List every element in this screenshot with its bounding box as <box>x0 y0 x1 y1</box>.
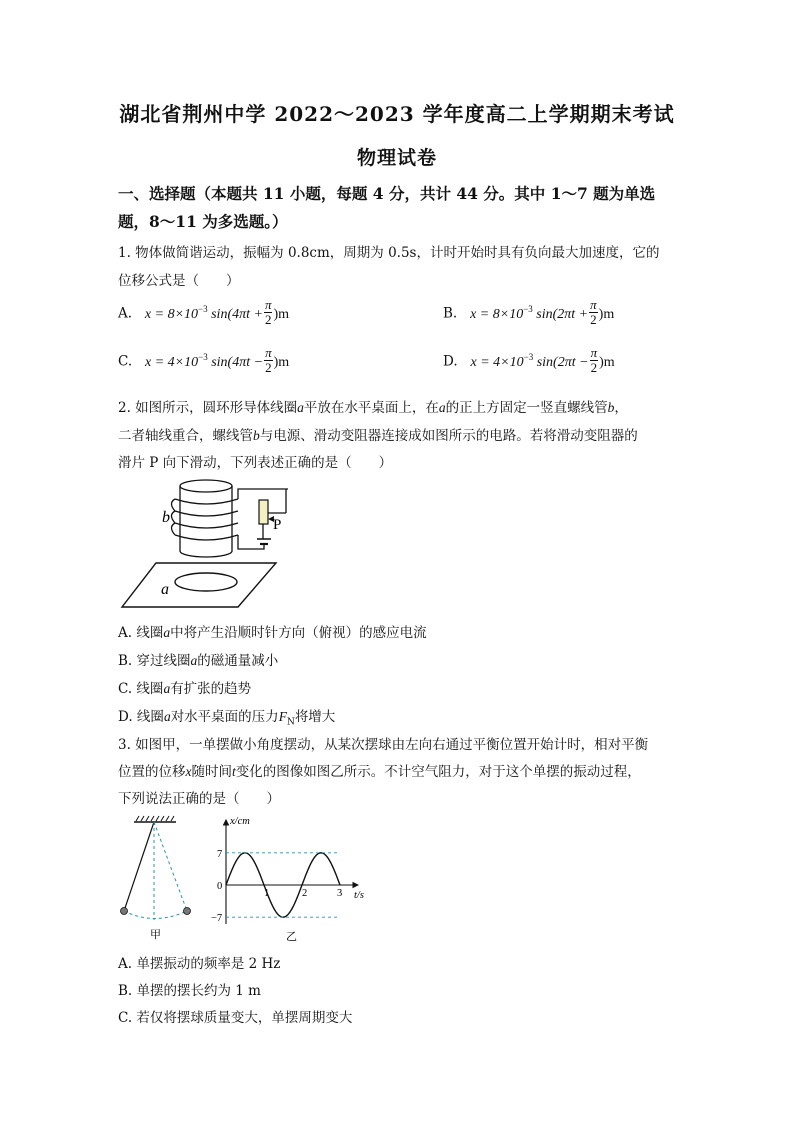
label-a: a <box>161 581 169 598</box>
q1-stem-line1: 1. 物体做简谐运动，振幅为 0.8cm，周期为 0.5s，计时开始时具有负向最大加速度，它的 <box>118 245 660 261</box>
q3-option-c[interactable]: C. 若仅将摆球质量变大，单摆周期变大 <box>118 1010 353 1026</box>
q2-stem-line1: 2. 如图所示，圆环形导体线圈a平放在水平桌面上，在a的正上方固定一竖直螺线管b， <box>118 400 628 416</box>
y-axis-label: x/cm <box>230 816 250 827</box>
q1-option-b[interactable]: B. $x = 8\times 10^{-3}$ sin(2πt + $\frac{\pi}{2}$ )m <box>443 297 615 327</box>
xt-graph <box>210 812 374 944</box>
solenoid-windings <box>175 499 238 540</box>
y-tick-label: −7 <box>211 913 223 925</box>
page-subtitle: 物理试卷 <box>356 147 437 169</box>
coil-a <box>175 573 237 591</box>
q2-option-c[interactable]: C. 线圈a有扩张的趋势 <box>118 681 252 697</box>
q3-option-b[interactable]: B. 单摆的摆长约为 1 m <box>118 983 261 999</box>
pendulum-figure <box>116 812 200 942</box>
q2-stem-line3: 滑片 P 向下滑动，下列表述正确的是（ ） <box>118 455 393 471</box>
q1-option-d[interactable]: D. $x = 4\times 10^{-3}$ sin(2πt − $\frac{\pi}{2}$ )m <box>443 345 615 375</box>
q1-stem-line2: 位移公式是（ ） <box>118 273 240 289</box>
q3-option-a[interactable]: A. 单摆振动的频率是 2 Hz <box>118 956 281 972</box>
q3-stem-line3: 下列说法正确的是（ ） <box>118 791 280 807</box>
x-axis-label: t/s <box>354 890 364 901</box>
q2-option-b[interactable]: B. 穿过线圈a的磁通量减小 <box>118 653 279 669</box>
x-tick-label: 2 <box>302 888 308 899</box>
pendulum-bob <box>121 908 128 915</box>
swing-arc <box>124 911 187 919</box>
q3-stem-line2: 位置的位移x随时间t变化的图像如图乙所示。不计空气阻力，对于这个单摆的振动过程， <box>118 764 641 780</box>
label-b: b <box>162 509 170 526</box>
table-plane <box>122 563 276 607</box>
q2-stem-line2: 二者轴线重合，螺线管b与电源、滑动变阻器连接成如图所示的电路。若将滑动变阻器的 <box>118 428 638 444</box>
section-heading-line2: 题，8～11 为多选题。） <box>118 212 288 231</box>
label-p: P <box>273 517 282 533</box>
fig-label-yi: 乙 <box>286 931 297 943</box>
section-heading-line1: 一、选择题（本题共 11 小题，每题 4 分，共计 44 分。其中 1～7 题为单选 <box>118 184 656 203</box>
rheostat <box>259 500 268 524</box>
x-tick-label: 3 <box>337 888 343 899</box>
q1-option-c[interactable]: C. $x = 4\times 10^{-3}$ sin(4πt − $\frac{\pi}{2}$ )m <box>118 345 290 375</box>
solenoid-top <box>180 480 232 492</box>
pendulum-string <box>124 822 154 911</box>
solenoid-figure <box>118 473 288 613</box>
y-tick-label: 0 <box>217 881 223 892</box>
y-tick-label: 7 <box>217 848 223 860</box>
q2-option-d[interactable]: D. 线圈a对水平桌面的压力$F_N$将增大 <box>118 709 336 728</box>
q1-option-a[interactable]: A. $x = 8\times 10^{-3}$ sin(4πt + $\frac{\pi}{2}$ )m <box>118 297 290 327</box>
q2-option-a[interactable]: A. 线圈a中将产生沿顺时针方向（俯视）的感应电流 <box>118 625 427 641</box>
q3-stem-line1: 3. 如图甲，一单摆做小角度摆动，从某次摆球由左向右通过平衡位置开始计时，相对平衡 <box>118 737 649 753</box>
page-title: 湖北省荆州中学 2022～2023 学年度高二上学期期末考试 <box>119 102 675 126</box>
fig-label-jia: 甲 <box>150 929 161 941</box>
x-tick-label: 1 <box>264 888 270 899</box>
